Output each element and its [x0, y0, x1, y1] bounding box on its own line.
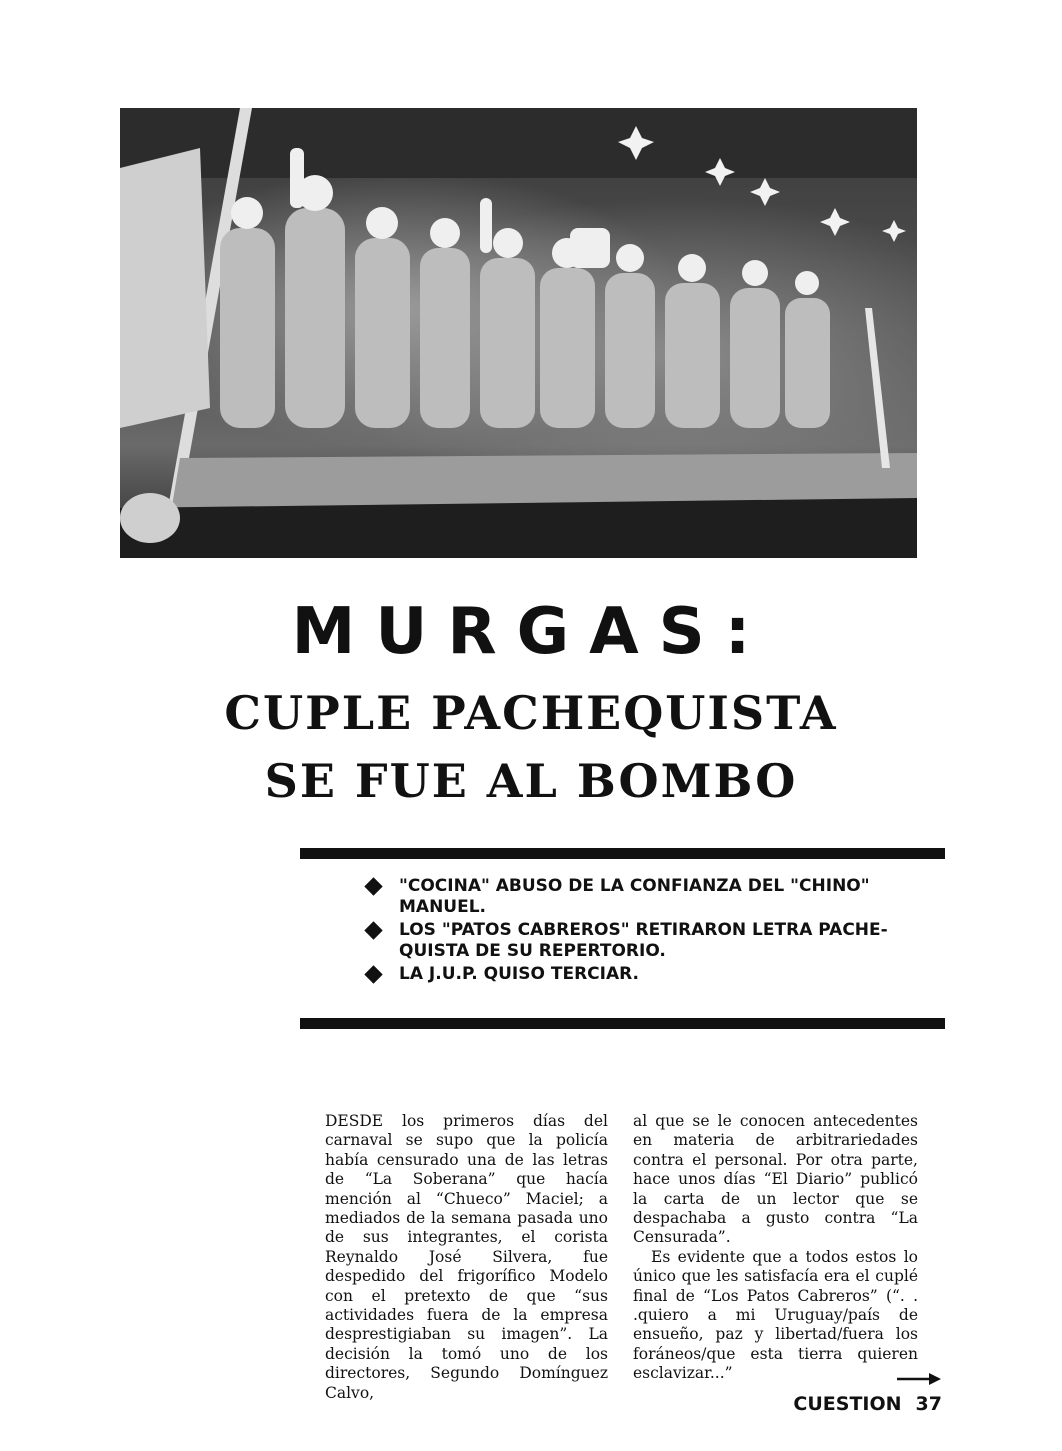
- murga-performers-photo: [120, 108, 917, 558]
- article-column-right: [633, 1112, 918, 1384]
- summary-bullets: [365, 876, 925, 987]
- headline-line-1: CUPLE PACHEQUISTA: [224, 686, 838, 740]
- bullet-item: [365, 920, 925, 962]
- bullet-text: LA J.U.P. QUISO TERCIAR.: [399, 964, 639, 984]
- page-footer: [780, 1393, 942, 1415]
- page-number: 37: [915, 1393, 942, 1415]
- diamond-bullet-icon: [364, 877, 382, 895]
- divider-bottom: [300, 1018, 945, 1029]
- headline-line-2: SE FUE AL BOMBO: [264, 754, 798, 808]
- article-paragraph: Es evidente que a todos estos lo único que les satisfacía era el cuplé final de “Los Patos Cabreros” (“. . .quiero a mi Uruguay/país de ensueño, paz y libertad/fuera los foráneos/que esta tierra quieren esclavizar...”: [633, 1247, 918, 1383]
- bullet-item: [365, 876, 925, 918]
- headline-murgas: MURGAS:: [291, 595, 771, 669]
- publication-name: CUESTION: [793, 1393, 902, 1415]
- bullet-item: [365, 964, 925, 985]
- bullet-text: "COCINA" ABUSO DE LA CONFIANZA DEL "CHINO" MANUEL.: [399, 876, 870, 917]
- article-paragraph: DESDE los primeros días del carnaval se supo que la policía había censurado una de las letras de “La Soberana” que hacía mención al “Chueco” Maciel; a mediados de la semana pasada uno de sus integrantes, el corista Reynaldo José Silvera, fue despedido del frigorífico Modelo con el pretexto de que “sus actividades fuera de la empresa desprestigiaban su imagen”. La decisión la tomó uno de los directores, Segundo Domínguez Calvo,: [325, 1112, 608, 1402]
- right-arrow-icon: [897, 1372, 941, 1386]
- bullet-text: LOS "PATOS CABREROS" RETIRARON LETRA PACHE-QUISTA DE SU REPERTORIO.: [399, 920, 888, 961]
- photo-illustration: [120, 108, 917, 558]
- diamond-bullet-icon: [364, 921, 382, 939]
- divider-top: [300, 848, 945, 859]
- article-paragraph: al que se le conocen antecedentes en materia de arbitrariedades contra el personal. Por otra parte, hace unos días “El Diario” publicó la carta de un lector que se despachaba a gusto contra “La Censurada”.: [633, 1112, 918, 1247]
- article-column-left: [325, 1112, 608, 1403]
- diamond-bullet-icon: [364, 965, 382, 983]
